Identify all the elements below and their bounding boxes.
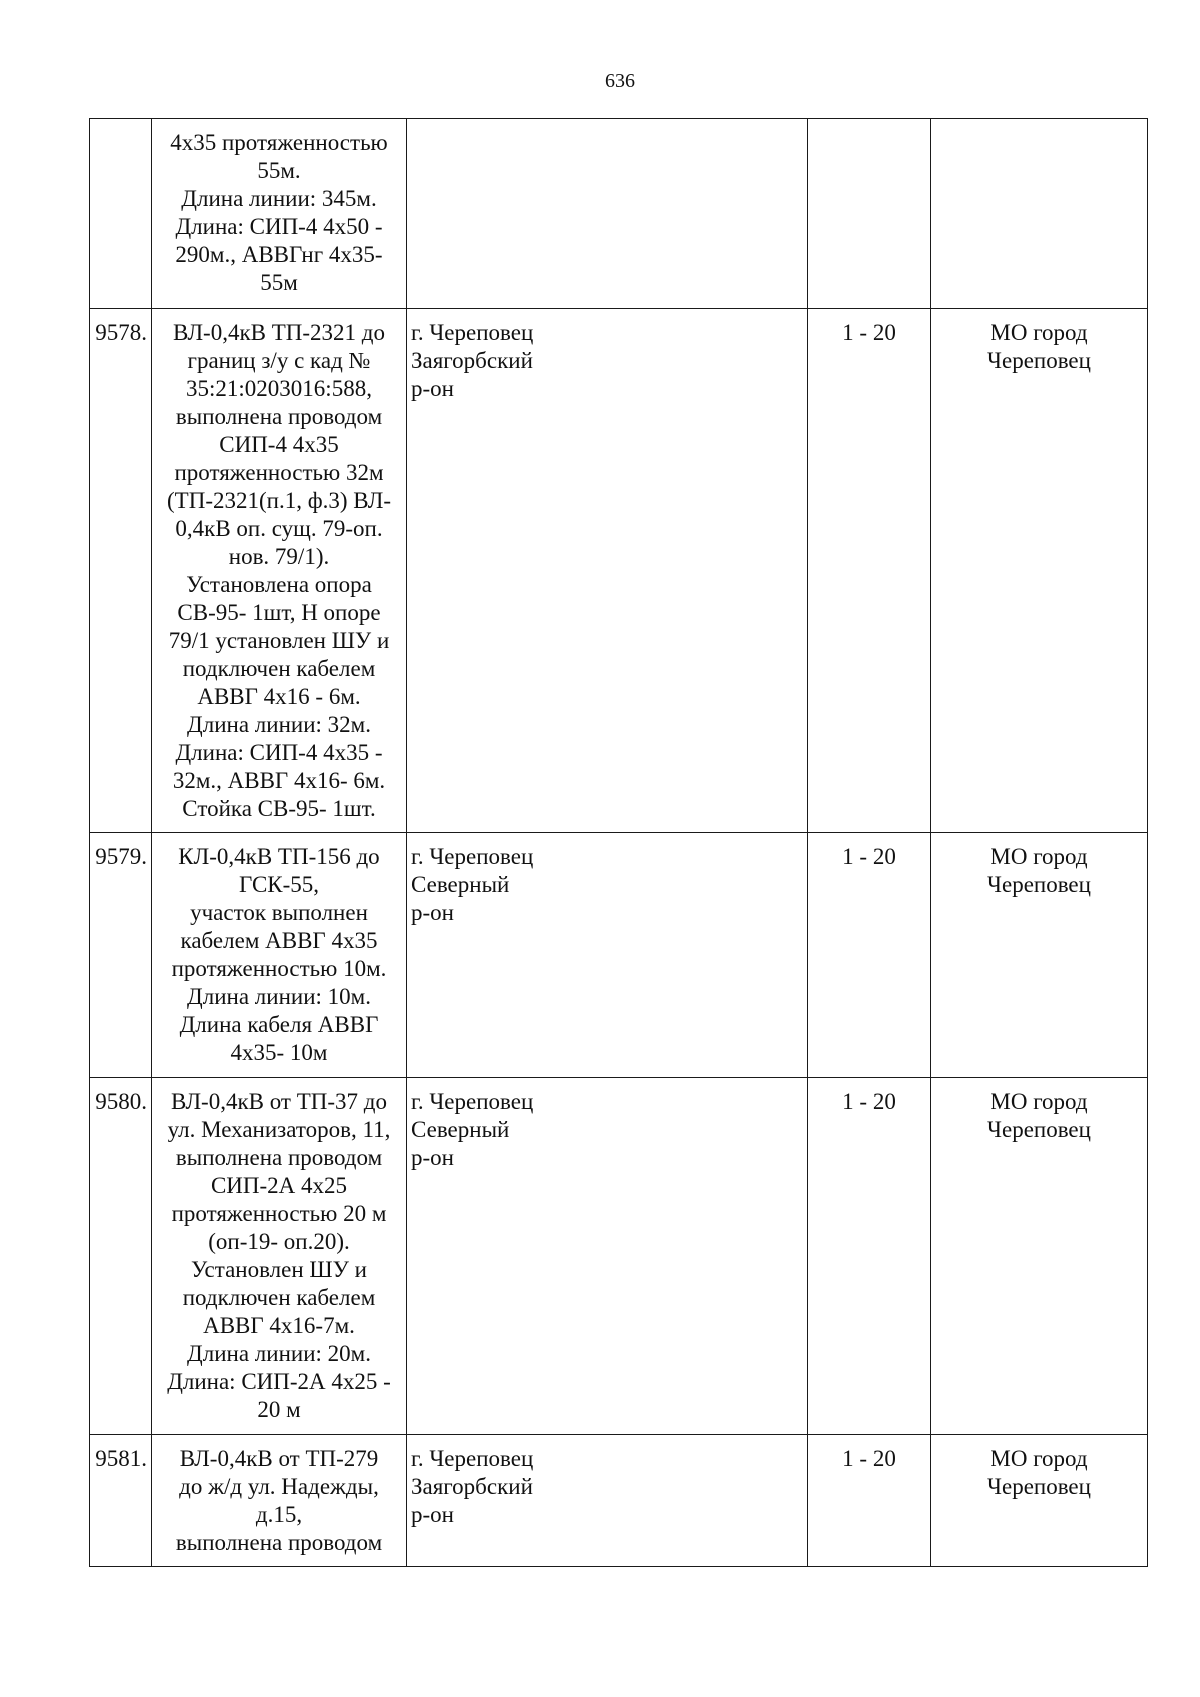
object-description: ВЛ-0,4кВ от ТП-37 до ул. Механизаторов, 11, выполнена проводом СИП-2А 4х25 протяженностью 20 м (оп-19- оп.20). Установлен ШУ и подключен кабелем АВВГ 4х16-7м. Длина линии: 20м. Длина: СИП-2А 4х25 - 20 м: [152, 1078, 407, 1435]
row-number: 9578.: [90, 309, 152, 833]
row-number: 9579.: [90, 833, 152, 1078]
object-address: [407, 119, 808, 309]
table-row: [90, 833, 1148, 1078]
object-term: [808, 119, 931, 309]
object-owner: МО город Череповец: [931, 1078, 1148, 1435]
table-row: [90, 1435, 1148, 1567]
table-row: [90, 309, 1148, 833]
object-term: 1 - 20: [808, 1435, 931, 1567]
object-description: 4х35 протяженностью 55м. Длина линии: 345м. Длина: СИП-4 4х50 - 290м., АВВГнг 4х35- 55м: [152, 119, 407, 309]
object-owner: МО город Череповец: [931, 833, 1148, 1078]
object-owner: [931, 119, 1148, 309]
object-description: ВЛ-0,4кВ ТП-2321 до границ з/у с кад № 35:21:0203016:588, выполнена проводом СИП-4 4х35 протяженностью 32м (ТП-2321(п.1, ф.3) ВЛ- 0,4кВ оп. сущ. 79-оп. нов. 79/1). Установлена опора СВ-95- 1шт, Н опоре 79/1 установлен ШУ и подключен кабелем АВВГ 4х16 - 6м. Длина линии: 32м. Длина: СИП-4 4х35 - 32м., АВВГ 4х16- 6м. Стойка СВ-95- 1шт.: [152, 309, 407, 833]
object-address: г. Череповец Заягорбский р-он: [407, 1435, 808, 1567]
object-owner: МО город Череповец: [931, 1435, 1148, 1567]
object-term: 1 - 20: [808, 1078, 931, 1435]
registry-table: [89, 118, 1148, 1567]
row-number: [90, 119, 152, 309]
object-address: г. Череповец Заягорбский р-он: [407, 309, 808, 833]
table-row: [90, 1078, 1148, 1435]
page-number: 636: [605, 70, 635, 92]
row-number: 9581.: [90, 1435, 152, 1567]
object-address: г. Череповец Северный р-он: [407, 833, 808, 1078]
object-owner: МО город Череповец: [931, 309, 1148, 833]
object-description: ВЛ-0,4кВ от ТП-279 до ж/д ул. Надежды, д.15, выполнена проводом: [152, 1435, 407, 1567]
table-row: [90, 119, 1148, 309]
object-term: 1 - 20: [808, 833, 931, 1078]
object-term: 1 - 20: [808, 309, 931, 833]
object-description: КЛ-0,4кВ ТП-156 до ГСК-55, участок выполнен кабелем АВВГ 4х35 протяженностью 10м. Длина линии: 10м. Длина кабеля АВВГ 4х35- 10м: [152, 833, 407, 1078]
row-number: 9580.: [90, 1078, 152, 1435]
object-address: г. Череповец Северный р-он: [407, 1078, 808, 1435]
